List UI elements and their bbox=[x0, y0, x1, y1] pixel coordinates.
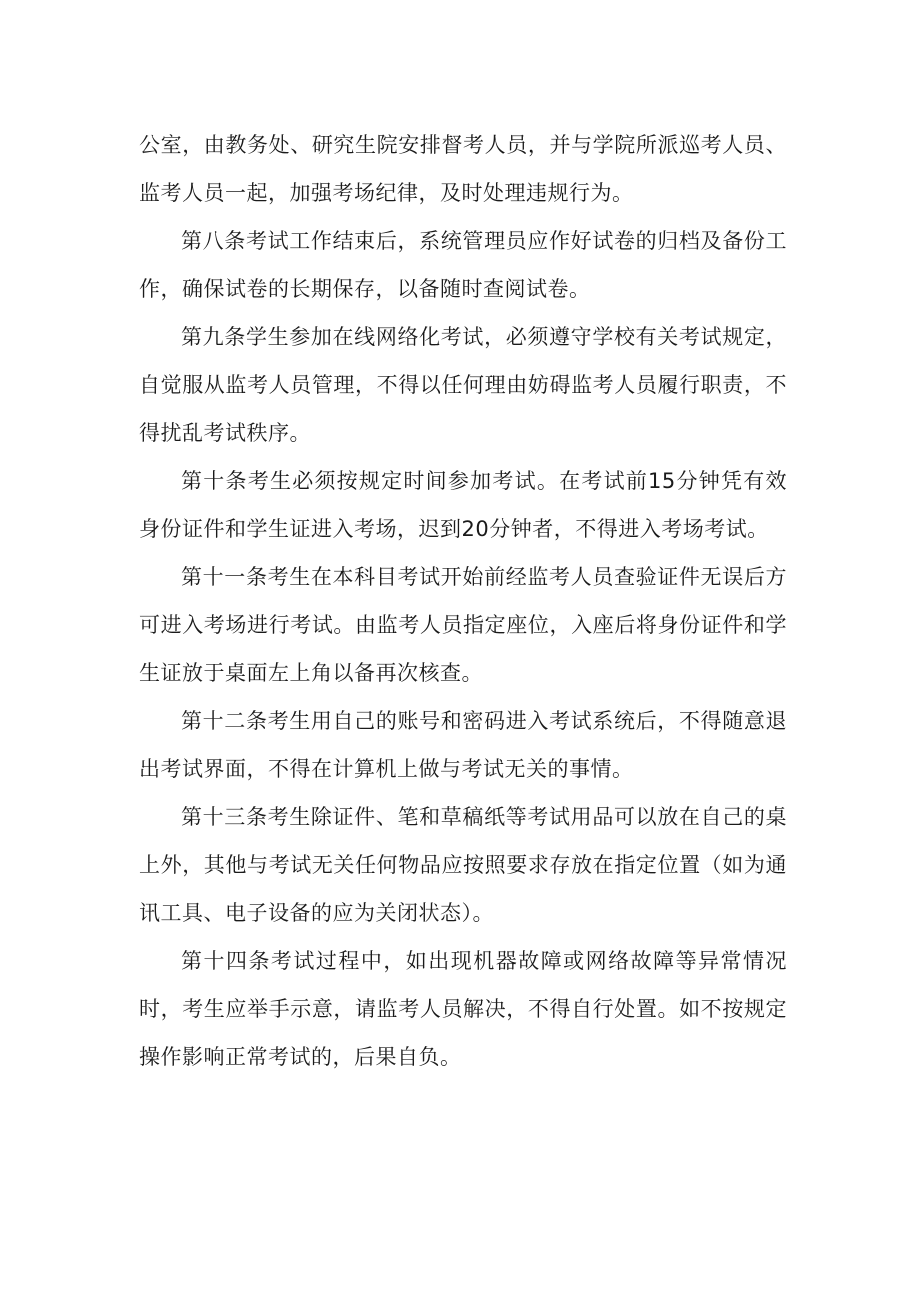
paragraph-article-11: 第十一条考生在本科目考试开始前经监考人员查验证件无误后方可进入考场进行考试。由监考人员指定座位，入座后将身份证件和学生证放于桌面左上角以备再次核查。 bbox=[139, 565, 787, 685]
paragraph-article-14: 第十四条考试过程中，如出现机器故障或网络故障等异常情况时，考生应举手示意，请监考人员解决，不得自行处置。如不按规定操作影响正常考试的，后果自负。 bbox=[139, 949, 787, 1069]
paragraph-article-13: 第十三条考生除证件、笔和草稿纸等考试用品可以放在自己的桌上外，其他与考试无关任何物品应按照要求存放在指定位置（如为通讯工具、电子设备的应为关闭状态）。 bbox=[139, 805, 787, 925]
paragraph-article-10: 第十条考生必须按规定时间参加考试。在考试前15分钟凭有效身份证件和学生证进入考场，迟到20分钟者，不得进入考场考试。 bbox=[139, 469, 787, 541]
paragraph-article-8: 第八条考试工作结束后，系统管理员应作好试卷的归档及备份工作，确保试卷的长期保存，以备随时查阅试卷。 bbox=[139, 229, 787, 301]
paragraph-article-9: 第九条学生参加在线网络化考试，必须遵守学校有关考试规定，自觉服从监考人员管理，不得以任何理由妨碍监考人员履行职责，不得扰乱考试秩序。 bbox=[139, 325, 787, 445]
paragraph-continuation: 公室，由教务处、研究生院安排督考人员，并与学院所派巡考人员、监考人员一起，加强考场纪律，及时处理违规行为。 bbox=[139, 133, 787, 205]
document-page bbox=[139, 121, 787, 1081]
paragraph-article-12: 第十二条考生用自己的账号和密码进入考试系统后，不得随意退出考试界面，不得在计算机上做与考试无关的事情。 bbox=[139, 709, 787, 781]
